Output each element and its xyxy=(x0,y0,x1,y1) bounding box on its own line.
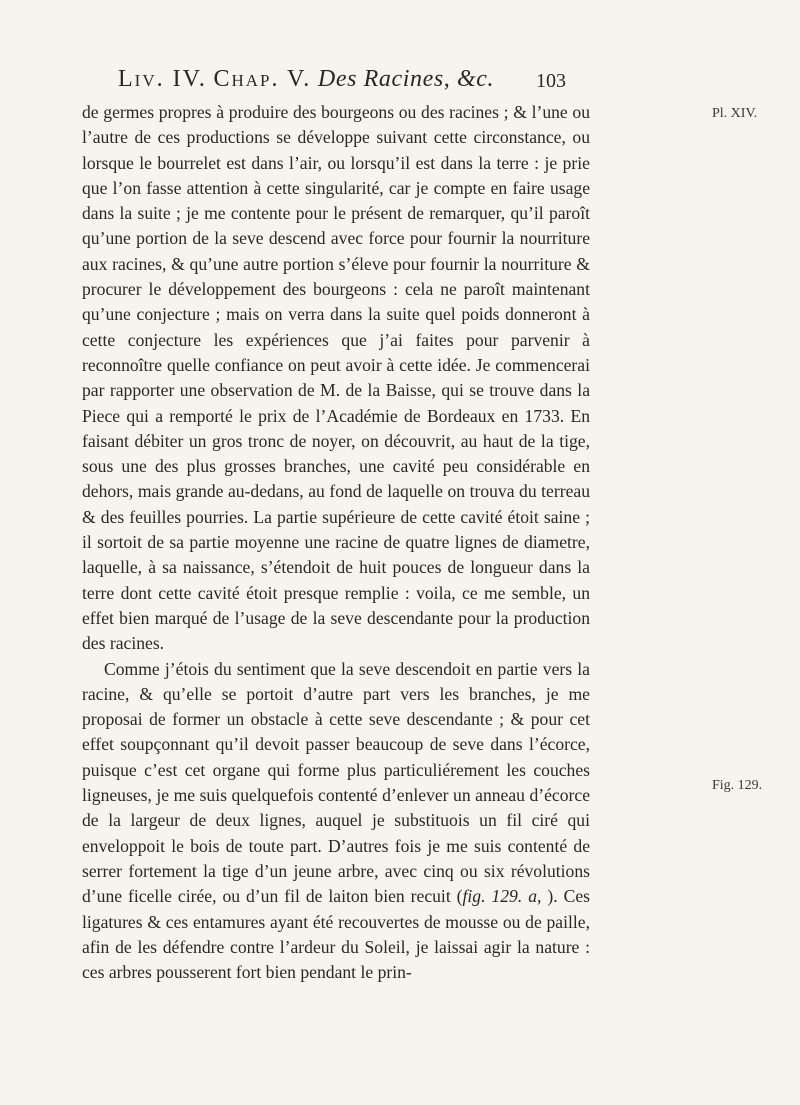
figure-reference: Fig. 129. xyxy=(712,778,763,793)
chapter-title: Des Racines, &c. xyxy=(317,66,495,92)
book-number: Liv. IV. xyxy=(118,66,207,92)
paragraph-1 xyxy=(82,100,590,657)
body-text xyxy=(82,100,590,985)
page-number: 103 xyxy=(536,70,566,92)
chapter-number: Chap. V. xyxy=(213,66,312,92)
paragraph-2-text-a: Comme j’étois du sentiment que la seve descendoit en partie vers la racine, & qu’elle se portoit d’autre part vers les branches, je me proposai de former un obstacle à cette seve descendante ; & pour cet effet soupçonnant qu’il devoit passer beaucoup de seve dans l’écorce, puisque c’est cet organe qui forme plus particuliérement les couches ligneuses, je me suis quelquefois contenté d’enlever un anneau d’écorce de la largeur de deux lignes, auquel je substituois un fil ciré qui enveloppoit le bois de toute part. D’autres fois je me suis contenté de serrer fortement la tige d’un jeune arbre, avec cinq ou six révolutions d’une ficelle cirée, ou d’un fil de laiton bien recuit ( xyxy=(82,658,590,907)
plate-reference: Pl. XIV. xyxy=(712,106,758,121)
paragraph-1-text: de germes propres à produire des bourgeons ou des racines ; & l’une ou l’autre de ces productions se développe suivant cette circonstance, ou lorsque le bourrelet est dans l’air, ou lorsqu’il est dans la terre : je prie que l’on fasse attention à cette singularité, car je compte en faire usage dans la suite ; je me contente pour le présent de remarquer, qu’il paroît qu’une portion de la seve descend avec force pour fournir la nourriture aux racines, & qu’une autre portion s’éleve pour fournir la nourriture & procurer le développement des bourgeons : cela ne paroît maintenant qu’une conjecture ; mais on verra dans la suite quel poids donneront à cette conjecture les expériences que j’ai faites pour parvenir à reconnoître quelle confiance on peut avoir à cette idée. Je commencerai par rapporter une observation de M. de la Baisse, qui se trouve dans la Piece qui a remporté le prix de l’Académie de Bordeaux en 1733. En faisant débiter un gros tronc de noyer, on découvrit, au haut de la tige, sous une des plus grosses branches, une cavité peu considérable en dehors, mais grande au-dedans, au fond de laquelle on trouva du terreau & des feuilles pourries. La partie supérieure de cette cavité étoit saine ; il sortoit de sa partie moyenne une racine de quatre lignes de diametre, laquelle, à sa naissance, s’étendoit de huit pouces de longueur dans la terre dont cette cavité étoit presque remplie : voila, ce me semble, un effet bien marqué de l’usage de la seve descendante pour la production des racines. xyxy=(82,102,590,654)
paragraph-2-text-b: ). Ces ligatures & ces entamures ayant été recouvertes de mousse ou de paille, afin de les défendre contre l’ardeur du Soleil, je laissai agir la nature : ces arbres pousserent fort bien pendant le prin- xyxy=(82,886,590,983)
figure-inline-reference: fig. 129. a, xyxy=(462,886,542,907)
paragraph-2 xyxy=(82,657,590,986)
running-head xyxy=(118,66,568,93)
